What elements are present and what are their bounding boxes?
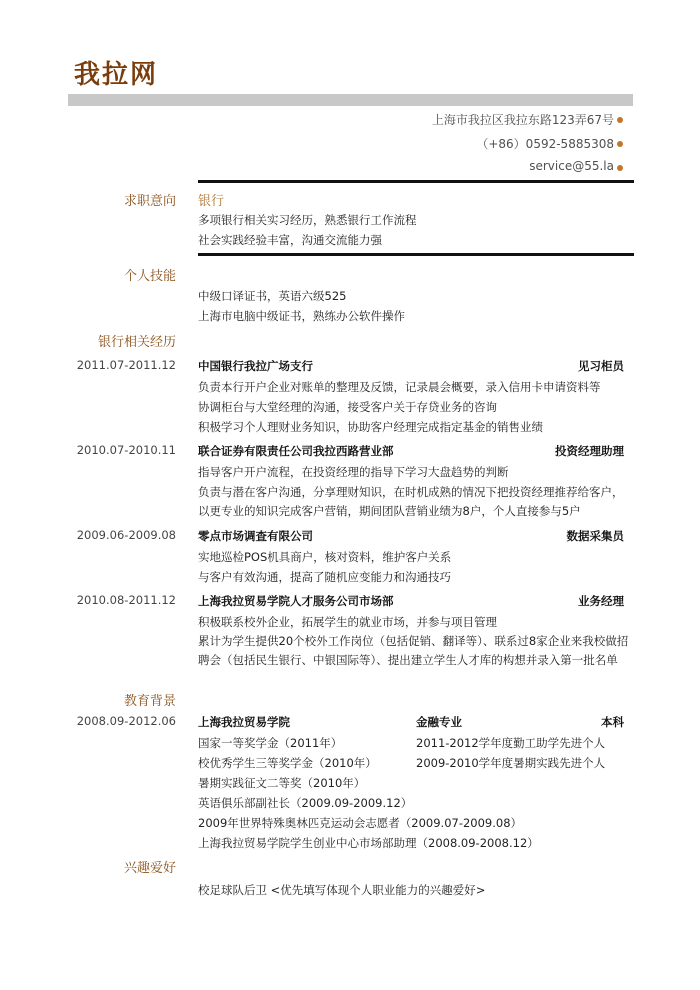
education-degree: 本科 bbox=[601, 715, 624, 729]
skill-line: 上海市电脑中级证书，熟练办公软件操作 bbox=[198, 309, 405, 323]
activity-period: （2009.07-2009.08） bbox=[399, 816, 523, 830]
section-divider bbox=[198, 253, 634, 256]
header-bar bbox=[68, 94, 633, 106]
experience-date: 2010.07-2010.11 bbox=[76, 443, 176, 457]
activity-text: 英语俱乐部副社长 bbox=[198, 796, 290, 810]
experience-line: 指导客户开户流程，在投资经理的指导下学习大盘趋势的判断 bbox=[198, 465, 509, 479]
activity-item bbox=[198, 795, 412, 811]
experience-date: 2010.08-2011.12 bbox=[76, 593, 176, 607]
experience-line: 与客户有效沟通，提高了随机应变能力和沟通技巧 bbox=[198, 570, 451, 584]
bullet-icon bbox=[617, 141, 623, 147]
experience-line: 实地巡检POS机具商户，核对资料，维护客户关系 bbox=[198, 550, 452, 564]
experience-role: 见习柜员 bbox=[578, 359, 624, 373]
education-major: 金融专业 bbox=[416, 715, 462, 729]
award-item: 国家一等奖学金（2011年） bbox=[198, 736, 343, 750]
contact-phone: （+86）0592-5885308 bbox=[476, 137, 614, 151]
experience-role: 数据采集员 bbox=[566, 529, 624, 543]
experience-line: 累计为学生提供20个校外工作岗位（包括促销、翻译等）、联系过8家企业来我校做招聘会（包括民生银行、中银国际等）、提出建立学生人才库的构想并录入第一批名单 bbox=[198, 634, 629, 667]
experience-role: 投资经理助理 bbox=[555, 444, 624, 458]
experience-role: 业务经理 bbox=[578, 594, 624, 608]
hobby-line: 校足球队后卫 <优先填写体现个人职业能力的兴趣爱好> bbox=[198, 883, 486, 897]
contact-email: service@55.la bbox=[529, 159, 614, 173]
education-date: 2008.09-2012.06 bbox=[76, 714, 176, 728]
activity-item bbox=[198, 835, 539, 851]
bullet-icon bbox=[617, 165, 623, 171]
award-item: 2009-2010学年度暑期实践先进个人 bbox=[416, 756, 606, 770]
resume-name: 我拉网 bbox=[74, 60, 159, 90]
skill-line: 中级口译证书，英语六级525 bbox=[198, 289, 347, 303]
section-heading-hobbies: 兴趣爱好 bbox=[123, 861, 176, 876]
experience-company: 中国银行我拉广场支行 bbox=[198, 359, 313, 373]
experience-date: 2011.07-2011.12 bbox=[76, 358, 176, 372]
bullet-icon bbox=[617, 117, 623, 123]
section-heading-education: 教育背景 bbox=[123, 694, 176, 709]
experience-line: 负责与潜在客户沟通，分享理财知识，在时机成熟的情况下把投资经理推荐给客户，以更专业的知识完成客户营销，期间团队营销业绩为8户，个人直接参与5户 bbox=[198, 485, 624, 518]
experience-company: 联合证券有限责任公司我拉西路营业部 bbox=[198, 444, 394, 458]
activity-period: （2009.09-2009.12） bbox=[290, 796, 413, 810]
section-divider bbox=[198, 180, 634, 183]
experience-line: 协调柜台与大堂经理的沟通，接受客户关于存贷业务的咨询 bbox=[198, 400, 497, 414]
section-heading-skills: 个人技能 bbox=[123, 269, 176, 284]
award-item: 暑期实践征文二等奖（2010年） bbox=[198, 776, 366, 790]
activity-item bbox=[198, 815, 522, 831]
experience-company: 上海我拉贸易学院人才服务公司市场部 bbox=[198, 594, 394, 608]
award-item: 校优秀学生三等奖学金（2010年） bbox=[198, 756, 377, 770]
section-heading-experience: 银行相关经历 bbox=[97, 335, 176, 350]
experience-company: 零点市场调查有限公司 bbox=[198, 529, 313, 543]
activity-period: （2008.09-2008.12） bbox=[416, 836, 539, 850]
activity-text: 上海我拉贸易学院学生创业中心市场部助理 bbox=[198, 836, 417, 850]
objective-line: 社会实践经验丰富，沟通交流能力强 bbox=[198, 233, 382, 247]
experience-line: 积极学习个人理财业务知识，协助客户经理完成指定基金的销售业绩 bbox=[198, 420, 543, 434]
experience-date: 2009.06-2009.08 bbox=[76, 528, 176, 542]
experience-line: 负责本行开户企业对账单的整理及反馈，记录晨会概要，录入信用卡申请资料等 bbox=[198, 380, 601, 394]
education-school: 上海我拉贸易学院 bbox=[198, 715, 290, 729]
experience-line: 积极联系校外企业，拓展学生的就业市场，并参与项目管理 bbox=[198, 615, 497, 629]
section-heading-objective: 求职意向 bbox=[123, 194, 176, 209]
objective-line: 多项银行相关实习经历，熟悉银行工作流程 bbox=[198, 213, 417, 227]
objective-title: 银行 bbox=[198, 194, 225, 209]
award-item: 2011-2012学年度勤工助学先进个人 bbox=[416, 736, 606, 750]
activity-text: 2009年世界特殊奥林匹克运动会志愿者 bbox=[198, 816, 400, 830]
contact-address: 上海市我拉区我拉东路123弄67号 bbox=[431, 113, 614, 127]
